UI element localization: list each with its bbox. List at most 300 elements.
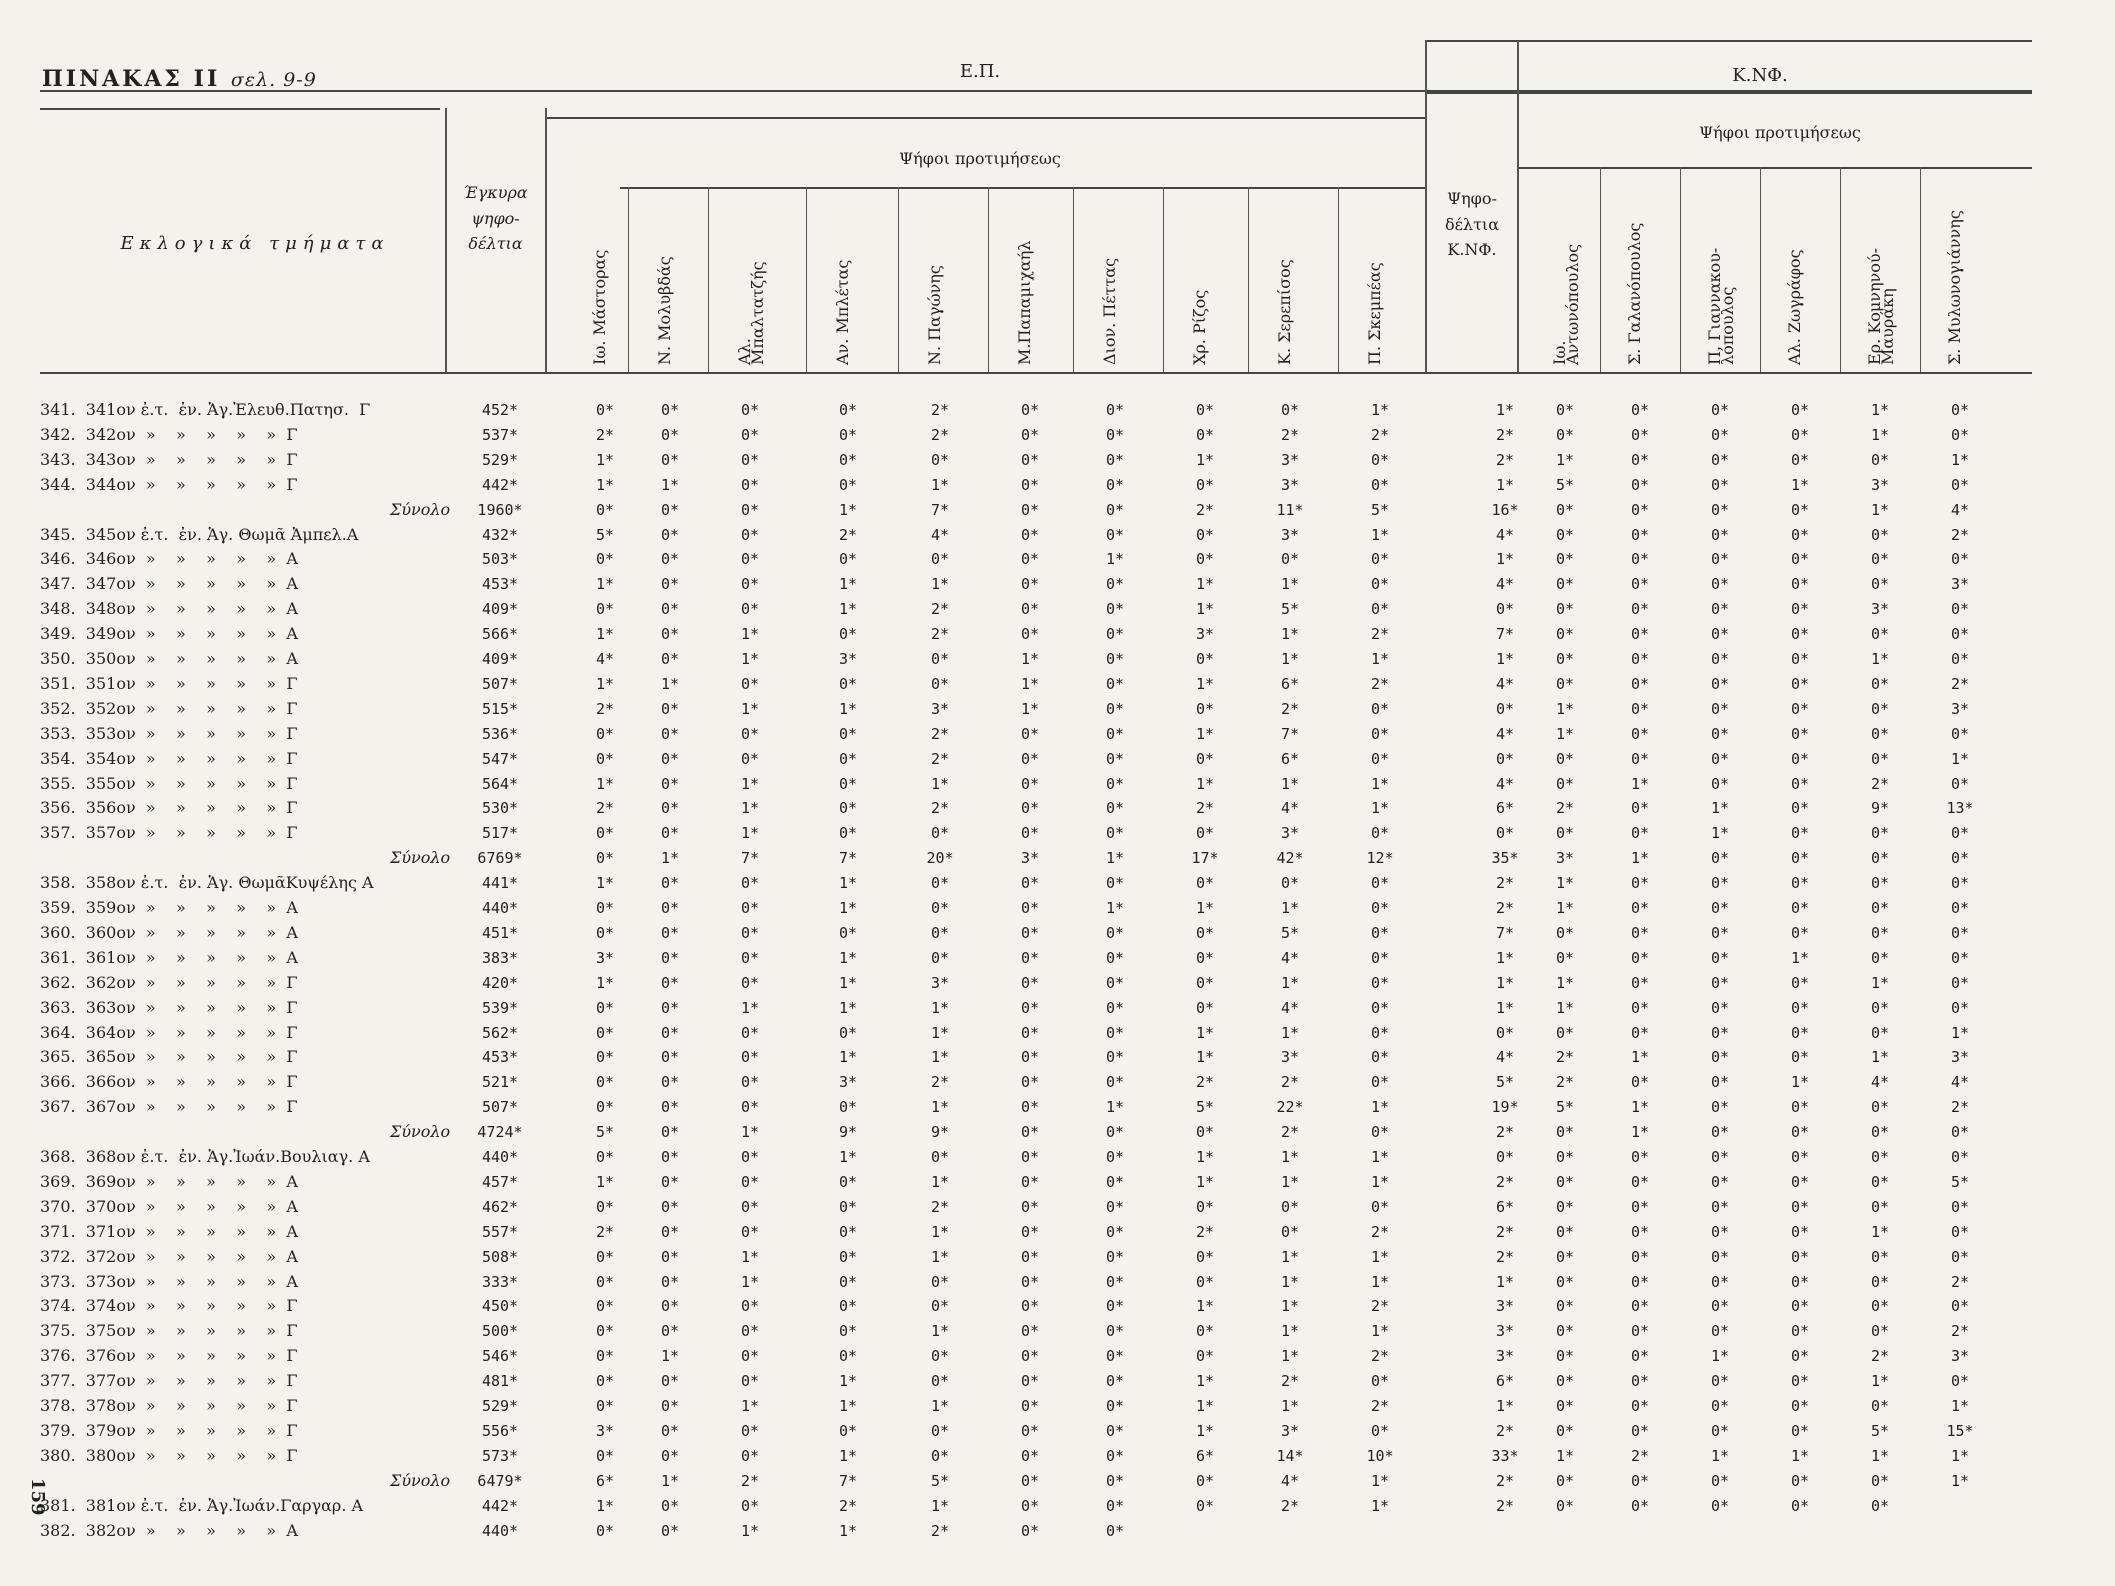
table-cell: 2* [1370,625,1390,644]
table-cell: 0* [1105,874,1125,893]
table-cell: 0* [660,724,680,743]
table-cell: 3* [1950,575,1970,594]
table-cell: 0* [1555,625,1575,644]
table-cell: 1* [1710,1347,1730,1366]
table-cell: 1* [660,849,680,868]
table-cell: 0* [1630,1197,1650,1216]
table-cell: 0* [1105,425,1125,444]
table-cell: 521* [481,1073,519,1092]
table-cell: 0* [1020,948,1040,967]
table-title-main: ΠΙΝΑΚΑΣ ΙΙ [42,66,221,92]
table-cell: 0* [1020,724,1040,743]
table-cell: 0* [1555,1247,1575,1266]
table-cell: 1* [1370,650,1390,668]
table-cell: 0* [1790,674,1810,693]
table-cell: 0* [1280,401,1300,419]
table-cell: 0* [1105,948,1125,967]
table-cell: 0* [740,923,760,942]
table-cell: 1* [1950,1397,1970,1415]
table-cell: 409* [481,600,519,619]
table-cell: 0* [1195,1347,1215,1366]
table-cell: 4* [1495,674,1515,693]
table-cell: 0* [740,1148,760,1166]
table-cell: 0* [1555,425,1575,444]
table-cell: 0* [1195,525,1215,544]
table-cell: 9* [1870,799,1890,818]
table-cell: 1* [930,1496,950,1515]
table-cell: 1* [1280,774,1300,793]
table-cell: 1* [1370,525,1390,544]
table-cell: 0* [1870,699,1890,718]
table-cell: 2* [1195,1073,1215,1092]
table-cell: 503* [481,550,519,569]
table-cell: 1* [930,1098,950,1117]
knf-col-rule-3 [1760,167,1761,372]
table-cell: 1* [1105,899,1125,917]
table-cell: 1* [838,1048,858,1067]
table-cell: 0* [660,749,680,768]
table-cell: 0* [1710,575,1730,594]
table-cell: 0* [1555,749,1575,768]
table-cell: 0* [1870,998,1890,1017]
table-cell: 0* [1020,1446,1040,1465]
table-cell: 0* [838,1347,858,1366]
table-cell: 0* [740,575,760,594]
table-cell: 0* [660,948,680,967]
table-cell: 3* [1870,600,1890,619]
table-cell: 0* [1555,948,1575,967]
table-cell: 3* [1870,475,1890,494]
table-cell: 0* [1555,1197,1575,1216]
table-cell: 1* [595,475,615,494]
table-cell: 0* [1555,1471,1575,1490]
table-cell: 0* [1790,1148,1810,1166]
table-row-label: 376. 376ον » » » » » Γ [40,1346,298,1366]
table-cell: 0* [1020,1023,1040,1042]
table-cell: 1* [1495,650,1515,668]
table-cell: 0* [930,1446,950,1465]
table-cell: 0* [1105,1322,1125,1341]
table-cell: 0* [1950,724,1970,743]
table-cell: 0* [1950,774,1970,793]
table-cell: 1* [1790,948,1810,967]
table-cell: 0* [595,724,615,743]
table-cell: 0* [1105,1496,1125,1515]
table-cell: 0* [1195,948,1215,967]
table-cell: 0* [1630,1297,1650,1316]
table-cell: 1* [838,874,858,893]
knf-col-rule-1 [1600,167,1601,372]
table-cell: 0* [930,1372,950,1391]
table-cell: 0* [1870,1272,1890,1291]
table-cell: 0* [1630,824,1650,843]
table-cell: 0* [1280,550,1300,569]
table-cell: 0* [660,1446,680,1465]
table-cell: 0* [1105,774,1125,793]
table-cell: 0* [660,923,680,942]
table-cell: 0* [595,1247,615,1266]
table-cell: 6* [1280,674,1300,693]
table-cell: 1* [740,799,760,818]
table-cell: 0* [740,425,760,444]
table-cell: 2* [1495,1421,1515,1440]
ep-col-rule-3 [806,187,807,372]
table-cell: 7* [1495,923,1515,942]
table-cell: 440* [481,1521,519,1540]
table-cell: 0* [930,450,950,469]
table-cell: 2* [930,749,950,768]
table-cell: 0* [1020,1496,1040,1515]
table-cell: 0* [1790,1098,1810,1117]
table-cell: 1* [1370,1272,1390,1291]
table-cell: 566* [481,625,519,644]
table-cell: 0* [1710,1172,1730,1191]
table-cell: 536* [481,724,519,743]
table-cell: 0* [1370,724,1390,743]
table-cell: 1* [740,1123,760,1142]
table-cell: 0* [1280,874,1300,893]
table-cell: 0* [1950,1197,1970,1216]
table-cell: 0* [595,600,615,619]
ep-col-rule-9 [1338,187,1339,372]
table-cell: 2* [1495,1172,1515,1191]
table-cell: 0* [1710,1297,1730,1316]
table-cell: 2* [1950,1272,1970,1291]
table-cell: 442* [481,1496,519,1515]
table-cell: 3* [1495,1347,1515,1366]
table-row-label: 374. 374ον » » » » » Γ [40,1296,298,1316]
table-cell: 0* [1950,998,1970,1017]
table-cell: 0* [1950,973,1970,992]
table-cell: 0* [1555,1397,1575,1415]
table-cell: 0* [660,625,680,644]
table-cell: 0* [660,1098,680,1117]
table-cell: 2* [740,1471,760,1490]
table-cell: 2* [595,425,615,444]
table-cell: 2* [1370,1297,1390,1316]
table-cell: 20* [926,849,954,868]
table-cell: 0* [1790,525,1810,544]
table-cell: 0* [1790,973,1810,992]
ep-candidate-4: Ν. Παγώνης [925,265,944,365]
table-cell: 2* [1950,1098,1970,1117]
table-cell: 0* [1710,774,1730,793]
table-cell: 2* [595,699,615,718]
table-cell: 0* [1790,1048,1810,1067]
table-cell: 0* [1710,1023,1730,1042]
table-cell: 2* [930,799,950,818]
table-cell: 6* [1495,1197,1515,1216]
table-cell: 0* [660,1247,680,1266]
table-cell: 1* [838,973,858,992]
table-cell: 1* [930,1222,950,1241]
table-row-label: 356. 356ον » » » » » Γ [40,798,298,818]
table-cell: 11* [1276,500,1304,519]
table-cell: 16* [1491,500,1519,519]
table-cell: 0* [1555,1023,1575,1042]
table-cell: 1* [1370,1471,1390,1490]
knf-party-label: Κ.ΝΦ. [1732,65,1788,86]
table-cell: 529* [481,1397,519,1415]
table-cell: 1* [930,1397,950,1415]
table-row-label: 342. 342ον » » » » » Γ [40,424,298,444]
knf-candidate-1: Σ. Γαλανόπουλος [1625,222,1644,365]
header-vrule-1 [545,108,547,372]
table-cell: 0* [660,450,680,469]
table-cell: 1* [1280,1322,1300,1341]
table-cell: 0* [1950,401,1970,419]
table-cell: 0* [660,1521,680,1540]
table-cell: 1* [1495,1272,1515,1291]
table-row-label: 370. 370ον » » » » » Α [40,1196,298,1216]
table-cell: 0* [1555,1272,1575,1291]
table-cell: 0* [1195,550,1215,569]
table-cell: 0* [1105,401,1125,419]
table-cell: 0* [1790,749,1810,768]
table-cell: 1* [1280,1172,1300,1191]
table-cell: 0* [595,899,615,917]
table-cell: 3* [1195,625,1215,644]
table-cell: 2* [1870,1347,1890,1366]
table-cell: 4* [1280,948,1300,967]
table-cell: 0* [1020,500,1040,519]
table-row-label: 350. 350ον » » » » » Α [40,649,298,668]
table-cell: 0* [660,1197,680,1216]
table-cell: 1* [1495,1397,1515,1415]
table-cell: 0* [1710,1372,1730,1391]
table-cell: 3* [1950,1347,1970,1366]
table-cell: 1* [1950,749,1970,768]
table-cell: 0* [1950,824,1970,843]
table-cell: 0* [740,1073,760,1092]
table-cell: 5* [1870,1421,1890,1440]
table-cell: 441* [481,874,519,893]
table-cell: 0* [1630,674,1650,693]
table-row-label: 354. 354ον » » » » » Γ [40,748,298,768]
table-cell: 2* [1950,1322,1970,1341]
table-cell: 0* [1630,699,1650,718]
table-cell: 0* [930,948,950,967]
table-cell: 0* [1555,1322,1575,1341]
table-cell: 0* [1105,724,1125,743]
table-cell: 1* [1020,650,1040,668]
table-cell: 17* [1191,849,1219,868]
table-cell: 1* [1870,425,1890,444]
ep-candidate-0: Ιω. Μάστορας [590,249,609,365]
table-cell: 0* [1710,1148,1730,1166]
table-cell: 1* [1280,1247,1300,1266]
table-cell: 2* [595,1222,615,1241]
table-cell: 0* [1630,625,1650,644]
table-cell: 0* [740,550,760,569]
table-cell: 1* [1370,1496,1390,1515]
table-cell: 0* [660,824,680,843]
table-cell: 0* [1790,998,1810,1017]
table-cell: 3* [1950,699,1970,718]
table-cell: 0* [1790,600,1810,619]
table-cell: 0* [1630,923,1650,942]
table-cell: 0* [1710,550,1730,569]
table-cell: 1* [1630,1098,1650,1117]
table-cell: 7* [930,500,950,519]
table-cell: 0* [1870,1123,1890,1142]
table-cell: 1* [595,1496,615,1515]
table-cell: 12* [1366,849,1394,868]
table-cell: 1* [1195,450,1215,469]
table-cell: 0* [838,1272,858,1291]
table-row-label: 381. 381ον ἐ.τ. ἐν. Ἁγ.Ἰωάν.Γαργαρ. Α [40,1495,364,1515]
table-row-label: 369. 369ον » » » » » Α [40,1171,298,1191]
table-cell: 0* [838,1247,858,1266]
table-cell: 1* [595,874,615,893]
table-cell: 3* [930,973,950,992]
table-cell: 0* [838,1172,858,1191]
table-cell: 5* [595,525,615,544]
table-cell: 6* [1495,1372,1515,1391]
table-cell: 0* [660,1123,680,1142]
table-cell: 1* [1710,799,1730,818]
knf-candidate-3: Αλ. Ζωγράφος [1785,249,1804,365]
table-cell: 0* [660,1048,680,1067]
table-cell: 0* [1630,749,1650,768]
table-cell: 0* [1020,973,1040,992]
table-row-label: 341. 341ον ἐ.τ. ἐν. Ἁγ.Ἐλευθ.Πατησ. Γ [40,400,371,419]
table-cell: 0* [595,550,615,569]
table-cell: 1* [740,650,760,668]
table-cell: 0* [1555,1148,1575,1166]
table-cell: 0* [740,1098,760,1117]
table-cell: 0* [740,1421,760,1440]
table-cell: 0* [1630,1272,1650,1291]
table-cell: 0* [838,475,858,494]
table-cell: 2* [930,724,950,743]
table-cell: 0* [838,749,858,768]
table-cell: 0* [930,899,950,917]
table-cell: 1* [1370,1322,1390,1341]
table-cell: 0* [1370,699,1390,718]
table-row-label: 361. 361ον » » » » » Α [40,947,298,967]
table-cell: 0* [1710,425,1730,444]
table-cell: 0* [740,973,760,992]
table-cell: 1* [595,575,615,594]
table-cell: 0* [838,674,858,693]
header-bottom-rule [40,372,2032,374]
table-cell: 1960* [477,500,523,519]
table-cell: 1* [1020,674,1040,693]
table-cell: 0* [660,1148,680,1166]
table-cell: 0* [1710,450,1730,469]
table-cell: 0* [838,774,858,793]
table-cell: 5* [1555,475,1575,494]
table-cell: 2* [1495,874,1515,893]
table-cell: 2* [1280,699,1300,718]
table-cell: 507* [481,674,519,693]
table-cell: 0* [1105,625,1125,644]
ep-col-rule-8 [1248,187,1249,372]
table-cell: 0* [1020,1197,1040,1216]
table-cell: 1* [930,998,950,1017]
table-cell: 0* [1555,1297,1575,1316]
table-cell: 0* [595,1347,615,1366]
ep-candidate-8: Κ. Σερεπίσος [1275,259,1294,365]
table-row-label: 367. 367ον » » » » » Γ [40,1097,298,1117]
table-cell: 0* [1630,998,1650,1017]
table-cell: 0* [595,849,615,868]
table-cell: 0* [1870,450,1890,469]
table-cell: 0* [1020,525,1040,544]
table-cell: 1* [1280,1347,1300,1366]
table-cell: 0* [838,425,858,444]
table-cell: 0* [1280,1197,1300,1216]
table-row-label: 377. 377ον » » » » » Γ [40,1371,298,1391]
table-row-label: 382. 382ον » » » » » Α [40,1520,298,1540]
table-cell: 0* [1495,1023,1515,1042]
table-cell: 0* [740,525,760,544]
table-cell: 22* [1276,1098,1304,1117]
table-cell: 1* [838,1521,858,1540]
ep-candidate-7: Χρ. Ρίζος [1190,289,1209,365]
table-cell: 6* [1495,799,1515,818]
table-cell: 1* [740,1272,760,1291]
table-cell: 1* [1790,475,1810,494]
table-cell: 0* [1105,923,1125,942]
table-cell: 0* [930,923,950,942]
table-cell: 1* [1950,450,1970,469]
table-cell: 0* [1950,899,1970,917]
table-cell: 2* [930,425,950,444]
table-cell: 3* [1280,824,1300,843]
table-cell: 440* [481,899,519,917]
table-cell: 0* [1630,525,1650,544]
table-cell: 0* [1870,1297,1890,1316]
table-cell: 0* [838,450,858,469]
table-cell: 0* [1105,650,1125,668]
table-cell: 0* [740,1023,760,1042]
knf-candidate-2: Π. Γιαννακου- λόπουλος [1705,247,1737,365]
table-cell: 0* [1555,1421,1575,1440]
table-cell: 2* [1280,1372,1300,1391]
table-row-label: 368. 368ον ἐ.τ. ἐν. Ἁγ.Ἰωάν.Βουλιαγ. Α [40,1147,370,1166]
table-cell: 453* [481,1048,519,1067]
table-cell: 0* [1630,973,1650,992]
table-cell: 0* [1710,674,1730,693]
table-cell: 4* [595,650,615,668]
table-cell: 0* [1630,1372,1650,1391]
table-cell: 0* [740,1197,760,1216]
table-cell: 0* [1630,1222,1650,1241]
table-cell: 0* [1710,1073,1730,1092]
knf-col-rule-5 [1920,167,1921,372]
table-cell: 529* [481,450,519,469]
table-cell: 0* [838,1322,858,1341]
table-cell: 1* [1370,1172,1390,1191]
table-cell: 1* [595,674,615,693]
table-row-label: 364. 364ον » » » » » Γ [40,1022,298,1042]
table-cell: 0* [1020,799,1040,818]
table-cell: 2* [1195,1222,1215,1241]
table-cell: 1* [1495,948,1515,967]
valid-ballots-heading: Έγκυρα ψηφο- δέλτια [463,183,528,254]
table-cell: 0* [838,1297,858,1316]
table-cell: 0* [1790,1496,1810,1515]
table-cell: 1* [595,450,615,469]
table-cell: 409* [481,650,519,668]
table-cell: 0* [740,1372,760,1391]
table-cell: 0* [1710,1247,1730,1266]
table-cell: 0* [1790,824,1810,843]
table-cell: 0* [1630,1172,1650,1191]
table-cell: 1* [930,1247,950,1266]
